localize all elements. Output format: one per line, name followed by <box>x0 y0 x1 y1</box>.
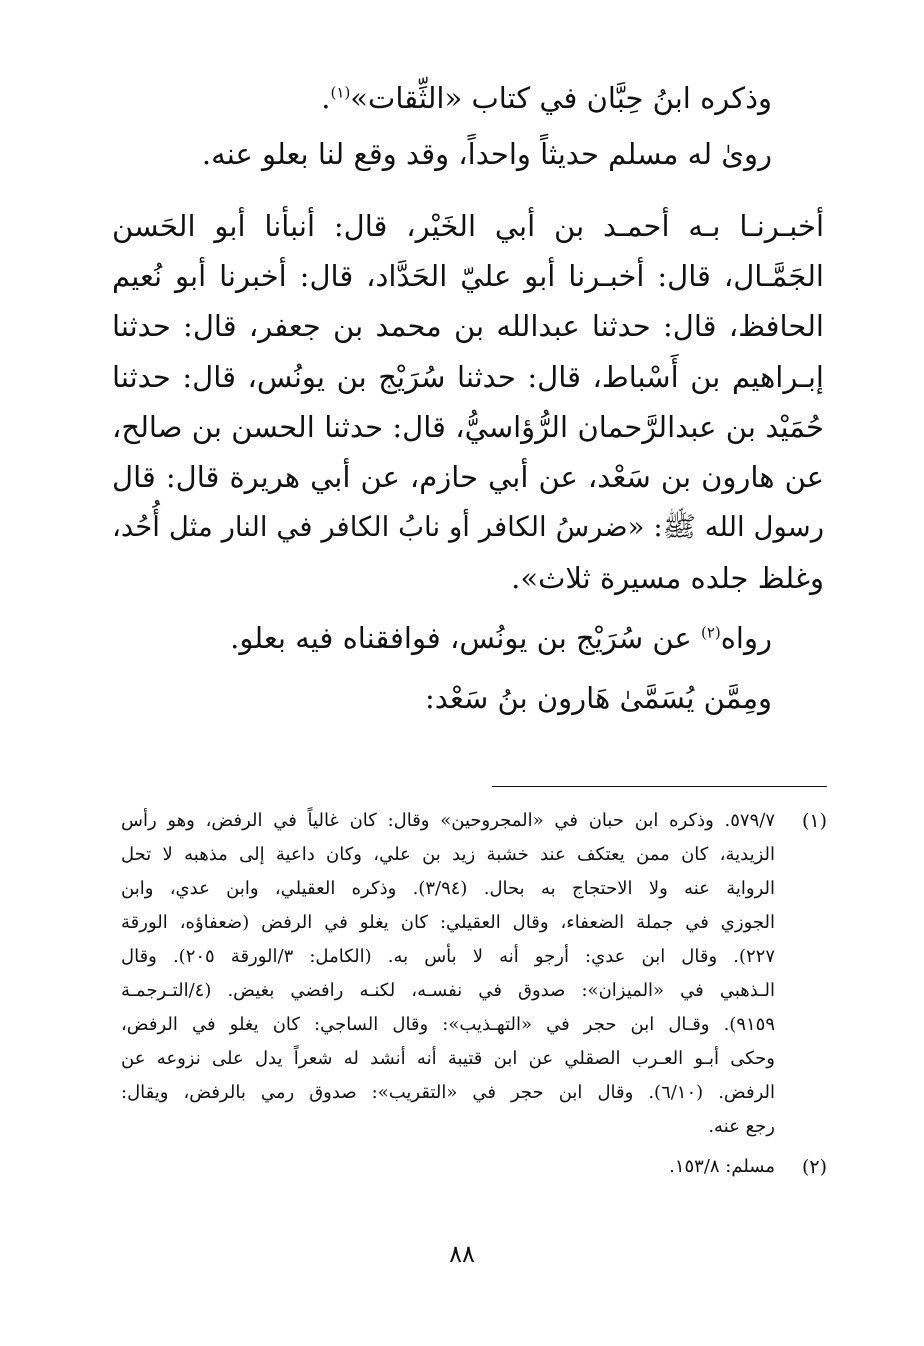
text-segment: وذكره ابنُ حِبَّان في كتاب «الثِّقات» <box>350 81 772 115</box>
footnote-line: وحكى أبـو العـرب الصقلي عن ابن قتيبة أنه أنشد له شعراً يدل على نزوعه عن <box>121 1048 775 1069</box>
text-segment: . <box>321 81 331 115</box>
footnote-line: رجع عنه. <box>708 1116 775 1137</box>
footnote-line: ٥٧٩/٧. وذكره ابن حبان في «المجروحين» وقال: كان غالياً في الرفض، وهو رأس <box>121 810 775 831</box>
footnote-line: ٢٢٧). وقال ابن عدي: أرجو أنه لا بأس به. (الكامل: ٣/الورقة ٢٠٥). وقال <box>121 946 775 967</box>
footnote-line: مسلم: ١٥٣/٨. <box>669 1156 775 1177</box>
text-line: حُمَيْد بن عبدالرَّحمان الرُّؤاسيُّ، قال: حدثنا الحسن بن صالح، <box>112 410 824 444</box>
text-line: رسول الله ﷺ: «ضرسُ الكافر أو نابُ الكافر في النار مثل أُحُد، <box>112 511 824 543</box>
footnote-line: الـذهبي في «الميزان»: صدوق في نفسـه، لكنـه رافضي بغيض. (٤/التـرجمـة <box>121 980 775 1001</box>
footnote-line: الرواية عنه ولا الاحتجاج به بحال. (٣/٩٤). وذكره العقيلي، وابن عدي، وابن <box>121 878 776 899</box>
footnote-number: (٢) <box>801 1156 827 1178</box>
text-line: وغلظ جلده مسيرة ثلاث». <box>511 561 824 595</box>
footnote-number: (١) <box>801 810 827 832</box>
page-number: ٨٨ <box>449 1240 475 1268</box>
text-line: أخبـرنـا بـه أحمـد بن أبي الخَيْر، قال: أنبأنا أبو الحَسن <box>112 209 824 243</box>
footnote-line: ٩١٥٩). وقـال ابن حجر في «التهـذيب»: وقال الساجي: كان يغلو في الرفض، <box>121 1014 775 1035</box>
footnote-line: الجوزي في جملة الضعفاء، وقال العقيلي: كان يغلو في الرفض (ضعفاؤه، الورقة <box>121 912 775 933</box>
text-segment: عن سُرَيْج بن يونُس، فوافقناه فيه بعلو. <box>230 621 692 655</box>
footnote-ref: (٢) <box>700 623 721 642</box>
text-line <box>230 618 772 658</box>
text-line: روىٰ له مسلم حديثاً واحداً، وقد وقع لنا بعلو عنه. <box>201 137 772 171</box>
text-line: الحافظ، قال: حدثنا عبدالله بن محمد بن جعفر، قال: حدثنا <box>112 309 824 343</box>
text-line: عن هارون بن سَعْد، عن أبي حازم، عن أبي هريرة قال: قال <box>112 460 824 494</box>
text-line: إبـراهيم بن أَسْباط، قال: حدثنا سُرَيْج بن يونُس، قال: حدثنا <box>112 360 824 394</box>
text-line: الجَمَّـال، قال: أخبـرنا أبو عليّ الحَدَّاد، قال: أخبرنا أبو نُعيم <box>112 259 824 293</box>
text-line <box>321 78 772 118</box>
footnote-line: الزيدية، كان ممن يعتكف عند خشبة زيد بن علي، وكان داعية إلى مذهبه لا تحل <box>121 844 775 865</box>
footnote-separator <box>492 786 827 787</box>
text-segment: رواه <box>720 621 772 655</box>
footnote-line: الرفض. (٦/١٠). وقال ابن حجر في «التقريب»: صدوق رمي بالرفض، ويقال: <box>121 1082 775 1103</box>
section-heading: ومِمَّن يُسَمَّىٰ هَارون بنُ سَعْد: <box>425 681 772 715</box>
footnote-ref: (١) <box>330 83 351 102</box>
